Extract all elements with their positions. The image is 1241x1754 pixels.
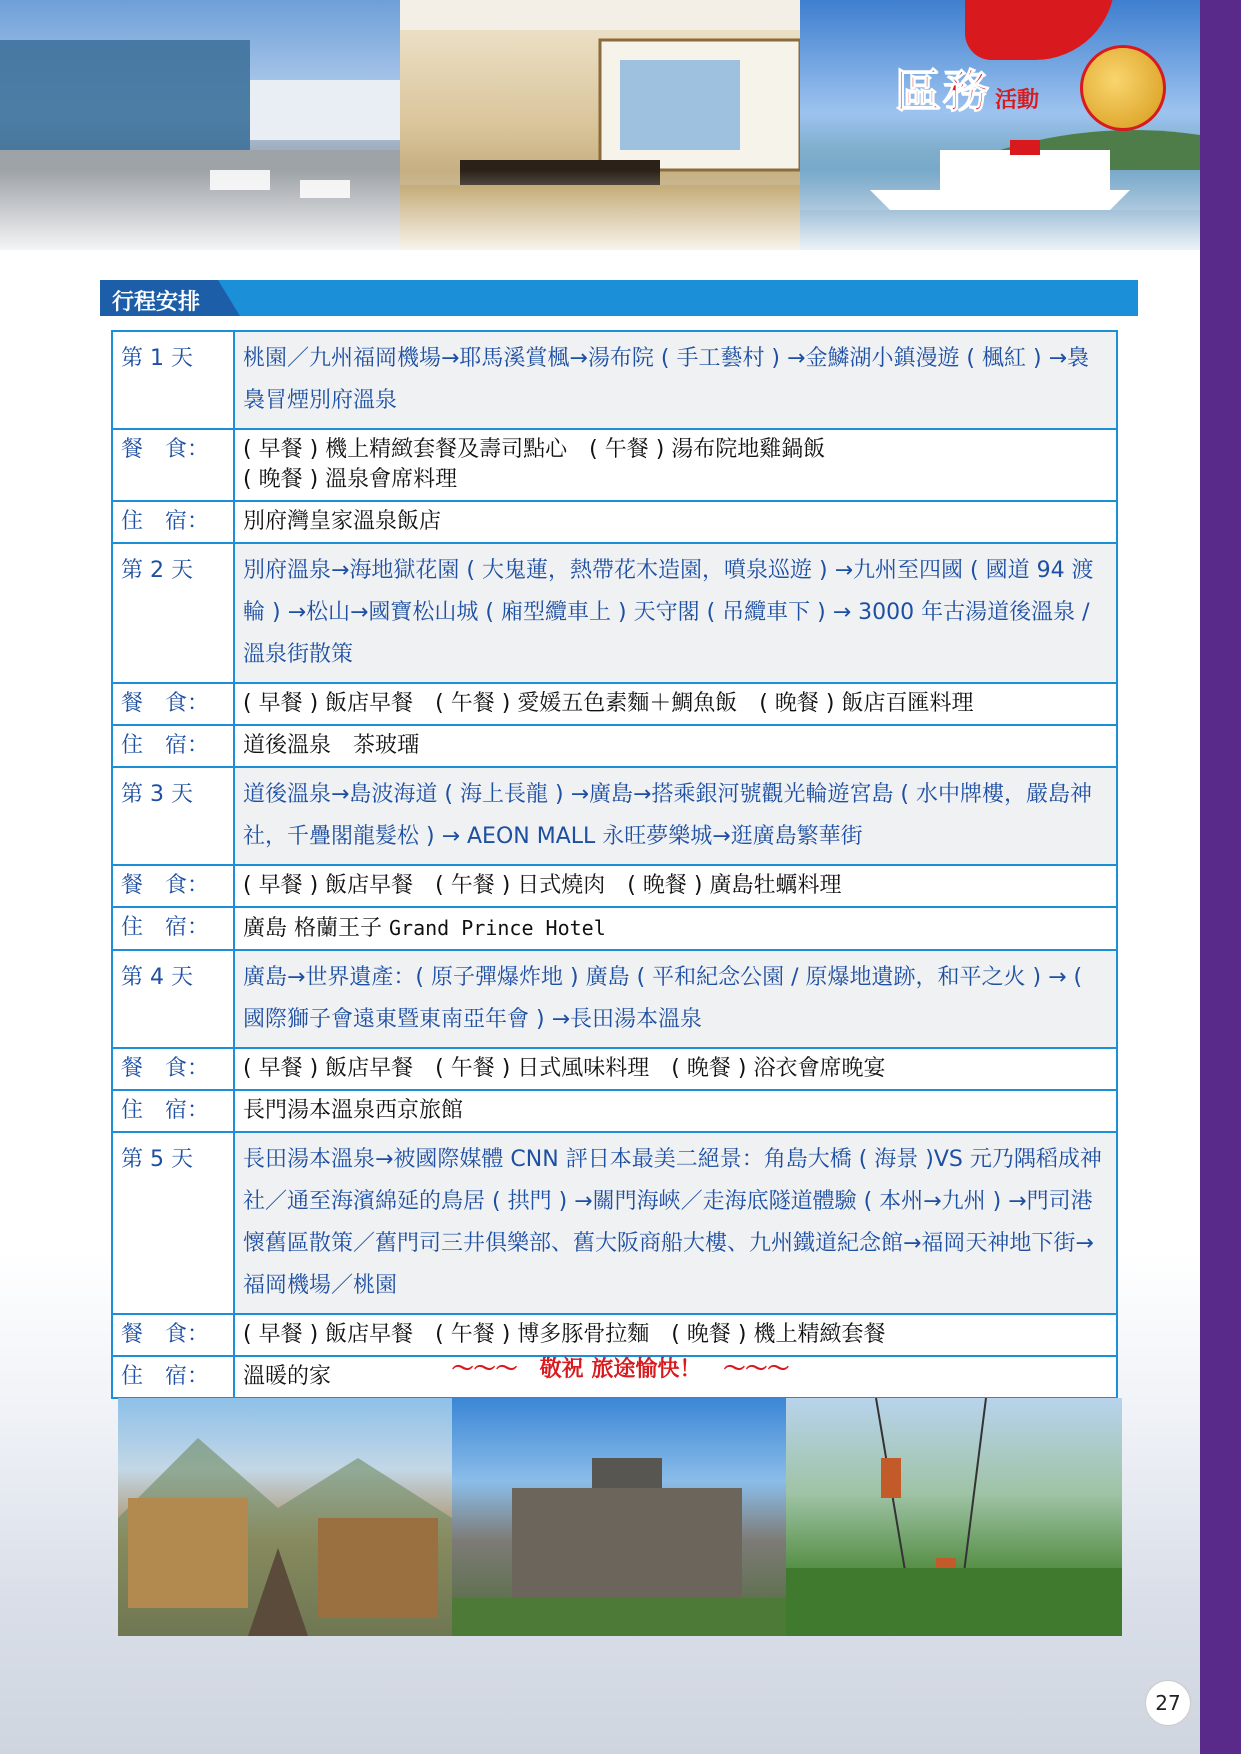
row-content <box>234 1090 1117 1132</box>
page-number: 27 <box>1145 1680 1191 1726</box>
section-title: 行程安排 <box>112 290 201 315</box>
content-text-latin: Grand Prince Hotel <box>389 916 606 940</box>
row-content <box>234 767 1117 865</box>
row-content <box>234 683 1117 725</box>
itinerary-row-hotel <box>112 1090 1117 1132</box>
dept-title-suffix: 活動 <box>995 87 1040 113</box>
ropeway-photo <box>786 1398 1122 1636</box>
content-line: ( 早餐 ) 飯店早餐 ( 午餐 ) 博多豚骨拉麵 ( 晚餐 ) 機上精緻套餐 <box>243 1322 886 1347</box>
row-label: 第 2 天 <box>112 543 234 683</box>
row-label: 住 宿： <box>112 1356 234 1398</box>
content-text: 溫暖的家 <box>243 1364 332 1389</box>
content-text: 別府溫泉→海地獄花園 ( 大鬼蓮，熱帶花木造園，噴泉巡遊 ) →九州至四國 ( 國道 94 渡輪 ) →松山→國寶松山城 ( 廂型纜車上 ) 天守閣 ( 吊纜車下 ) → 3000 年古湯道後溫泉 / 溫泉街散策 <box>243 558 1094 667</box>
content-text: 長田湯本溫泉→被國際媒體 CNN 評日本最美二絕景：角島大橋 ( 海景 )VS 元乃隅稻成神社／通至海濱綿延的鳥居 ( 拱門 ) →關門海峽／走海底隧道體驗 ( 本州→九州 ) →門司港懷舊區散策／舊門司三井俱樂部、舊大阪商船大樓、九州鐵道紀念館→福岡天神地下街→福岡機場／桃園 <box>243 1147 1102 1298</box>
top-photo-fade <box>0 170 1200 260</box>
itinerary-row-day <box>112 1132 1117 1314</box>
content-line: ( 早餐 ) 飯店早餐 ( 午餐 ) 愛媛五色素麵＋鯛魚飯 ( 晚餐 ) 飯店百匯料理 <box>243 691 974 716</box>
content-line: ( 早餐 ) 飯店早餐 ( 午餐 ) 日式燒肉 ( 晚餐 ) 廣島牡蠣料理 <box>243 873 842 898</box>
itinerary-row-meal <box>112 429 1117 501</box>
row-content <box>234 950 1117 1048</box>
row-content <box>234 543 1117 683</box>
row-label: 餐 食： <box>112 1314 234 1356</box>
row-content <box>234 865 1117 907</box>
itinerary-row-hotel <box>112 725 1117 767</box>
content-text: 道後溫泉→島波海道 ( 海上長龍 ) →廣島→搭乘銀河號觀光輪遊宮島 ( 水中牌樓，嚴島神社，千疊閣龍髮松 ) → AEON MALL 永旺夢樂城→逛廣島繁華街 <box>243 782 1093 849</box>
row-label: 住 宿： <box>112 501 234 543</box>
content-text: 道後溫泉 茶玻璢 <box>243 733 420 758</box>
itinerary-row-hotel <box>112 907 1117 950</box>
itinerary-row-meal <box>112 1048 1117 1090</box>
content-text: 廣島→世界遺產：( 原子彈爆炸地 ) 廣島 ( 平和紀念公園 / 原爆地遺跡，和平之火 ) → ( 國際獅子會遠東暨東南亞年會 ) →長田湯本溫泉 <box>243 965 1083 1032</box>
row-label: 第 3 天 <box>112 767 234 865</box>
content-line: ( 晚餐 ) 溫泉會席料理 <box>243 467 458 492</box>
row-label: 餐 食： <box>112 683 234 725</box>
itinerary-row-day <box>112 950 1117 1048</box>
content-line: ( 早餐 ) 機上精緻套餐及壽司點心 ( 午餐 ) 湯布院地雞鍋飯 <box>243 437 826 462</box>
row-content <box>234 331 1117 429</box>
itinerary-row-day <box>112 767 1117 865</box>
itinerary-table <box>111 330 1118 1399</box>
content-text: 廣島 格蘭王子 <box>243 916 389 941</box>
dept-title-main: 區務 <box>895 64 991 118</box>
row-content <box>234 429 1117 501</box>
bottom-photo-strip <box>118 1398 1122 1636</box>
row-label: 餐 食： <box>112 865 234 907</box>
content-text: 長門湯本溫泉西京旅館 <box>243 1098 464 1123</box>
row-label: 住 宿： <box>112 1090 234 1132</box>
row-label: 住 宿： <box>112 725 234 767</box>
row-content <box>234 1048 1117 1090</box>
row-label: 餐 食： <box>112 1048 234 1090</box>
blessing-text: 〜〜〜 敬祝 旅途愉快！ 〜〜〜 <box>451 1357 790 1382</box>
purple-side-band <box>1200 0 1241 1754</box>
lions-club-logo <box>1080 45 1166 131</box>
row-content <box>234 501 1117 543</box>
row-content <box>234 1314 1117 1356</box>
row-label: 第 1 天 <box>112 331 234 429</box>
atomic-bomb-dome-photo <box>452 1398 786 1636</box>
itinerary-row-meal <box>112 683 1117 725</box>
content-text: 別府灣皇家溫泉飯店 <box>243 509 442 534</box>
storybook-village-photo <box>118 1398 452 1636</box>
itinerary-row-meal <box>112 865 1117 907</box>
itinerary-row-hotel <box>112 501 1117 543</box>
row-label: 住 宿： <box>112 907 234 950</box>
row-label: 餐 食： <box>112 429 234 501</box>
content-line: ( 早餐 ) 飯店早餐 ( 午餐 ) 日式風味料理 ( 晚餐 ) 浴衣會席晚宴 <box>243 1056 886 1081</box>
content-text: 桃園／九州福岡機場→耶馬溪賞楓→湯布院 ( 手工藝村 ) →金鱗湖小鎮漫遊 ( 楓紅 ) →裊裊冒煙別府溫泉 <box>243 346 1090 413</box>
row-content <box>234 907 1117 950</box>
itinerary-row-meal <box>112 1314 1117 1356</box>
section-header-bar <box>100 280 1138 316</box>
itinerary-row-day <box>112 331 1117 429</box>
row-label: 第 4 天 <box>112 950 234 1048</box>
itinerary-row-day <box>112 543 1117 683</box>
row-content <box>234 1132 1117 1314</box>
department-title <box>895 55 1039 121</box>
row-label: 第 5 天 <box>112 1132 234 1314</box>
row-content <box>234 725 1117 767</box>
